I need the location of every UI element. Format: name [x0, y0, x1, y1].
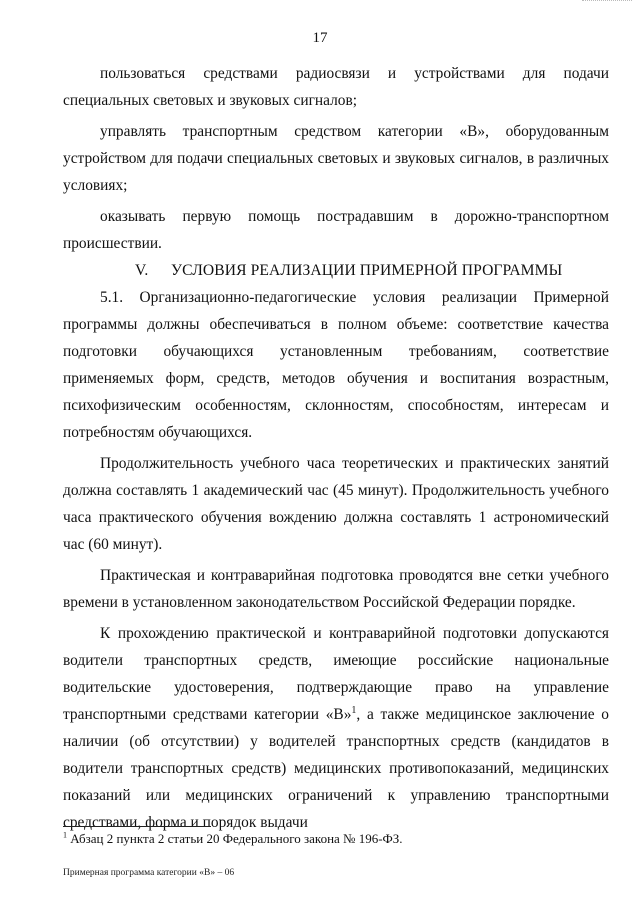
footnote-divider [63, 826, 211, 827]
page-number: 17 [312, 30, 328, 46]
paragraph [63, 620, 609, 836]
paragraph-text: К прохождению практической и контраварийной подготовки допускаются водители транспортных средств, имеющие российские национальные водительские удостоверения, подтверждающие право на управление транспортными средствами категории «В» [63, 625, 609, 723]
paragraph-text: , а также медицинское заключение о наличии (об отсутствии) у водителей транспортных средств (кандидатов в водители транспортных средств) медицинских противопоказаний, медицинских показаний или медицинских ограничений к управлению транспортными средствами, форма и порядок выдачи [63, 706, 609, 831]
paragraph: Продолжительность учебного часа теоретических и практических занятий должна составлять 1 академический час (45 минут). Продолжительность учебного часа практического обучения вождению должна составлять 1 астрономический час (60 минут). [63, 455, 609, 553]
paragraph: Практическая и контраварийная подготовка проводятся вне сетки учебного времени в установленном законодательством Российской Федерации порядке. [63, 567, 609, 611]
list-item: пользоваться средствами радиосвязи и устройствами для подачи специальных световых и звуковых сигналов; [63, 65, 609, 109]
list-item: оказывать первую помощь пострадавшим в дорожно-транспортном происшествии. [63, 208, 609, 252]
paragraph: 5.1. Организационно-педагогические условия реализации Примерной программы должны обеспечиваться в полном объеме: соответствие качества подготовки обучающихся установленным требованиям, соответствие применяемых форм, средств, методов обучения и воспитания возрастным, психофизическим особенностям, склонностям, способностям, интересам и потребностям обучающихся. [63, 289, 609, 441]
scan-artifact [582, 0, 632, 4]
section-title: УСЛОВИЯ РЕАЛИЗАЦИИ ПРИМЕРНОЙ ПРОГРАММЫ [171, 262, 563, 279]
list-item: управлять транспортным средством категории «В», оборудованным устройством для подачи специальных световых и звуковых сигналов, в различных условиях; [63, 123, 609, 194]
footnote-text: Абзац 2 пункта 2 статьи 20 Федерального закона № 196-ФЗ. [67, 831, 403, 846]
section-number: V. [135, 262, 149, 279]
page-footer: Примерная программа категории «В» – 06 [63, 868, 235, 878]
footnote [63, 831, 609, 847]
footnote-reference: 1 [351, 704, 357, 716]
section-heading [63, 257, 609, 284]
footnote-marker: 1 [63, 830, 67, 840]
document-body [63, 60, 609, 836]
